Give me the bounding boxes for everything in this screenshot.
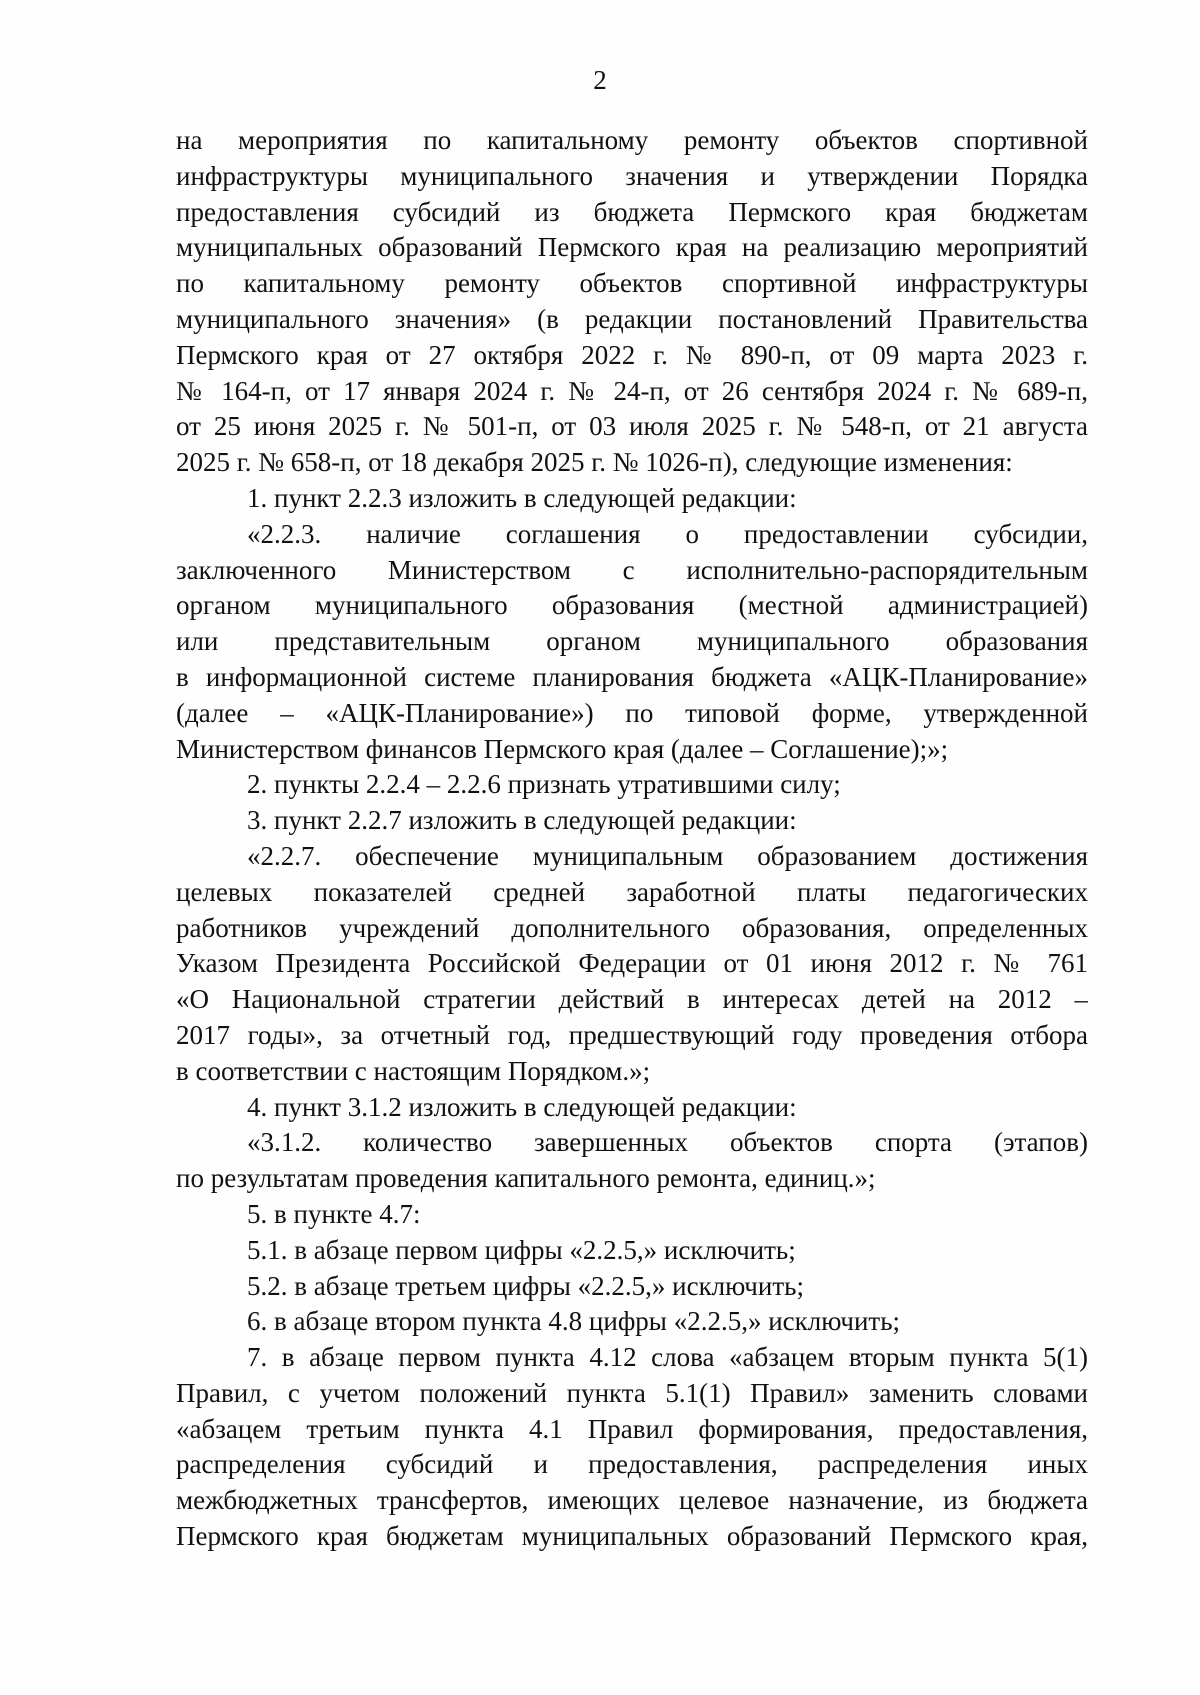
document-body <box>176 123 1088 1555</box>
text-line: целевых показателей средней заработной платы педагогических <box>176 876 1088 907</box>
text-line: «абзацем третьим пункта 4.1 Правил формирования, предоставления, <box>176 1413 1088 1444</box>
text-line: 1. пункт 2.2.3 изложить в следующей редакции: <box>247 482 797 513</box>
text-line: предоставления субсидий из бюджета Пермского края бюджетам <box>176 196 1088 227</box>
text-line: 4. пункт 3.1.2 изложить в следующей редакции: <box>247 1091 797 1122</box>
text-line: муниципального значения» (в редакции постановлений Правительства <box>176 303 1088 334</box>
text-line: «3.1.2. количество завершенных объектов спорта (этапов) <box>247 1127 1088 1158</box>
paragraph <box>176 803 1088 839</box>
text-line: 2017 годы», за отчетный год, предшествующий году проведения отбора <box>176 1019 1088 1050</box>
paragraph <box>176 1125 1088 1197</box>
paragraph <box>176 1197 1088 1233</box>
text-line: 5.2. в абзаце третьем цифры «2.2.5,» исключить; <box>247 1270 804 1301</box>
text-line: или представительным органом муниципального образования <box>176 626 1088 657</box>
paragraph <box>176 1340 1088 1555</box>
paragraph <box>176 839 1088 1090</box>
text-line: распределения субсидий и предоставления, распределения иных <box>176 1449 1088 1480</box>
text-line: 7. в абзаце первом пункта 4.12 слова «абзацем вторым пункта 5(1) <box>247 1342 1088 1373</box>
text-line: от 25 июня 2025 г. № 501-п, от 03 июля 2025 г. № 548-п, от 21 августа <box>176 411 1088 442</box>
text-line: 6. в абзаце втором пункта 4.8 цифры «2.2.5,» исключить; <box>247 1306 901 1337</box>
text-line: 2. пункты 2.2.4 – 2.2.6 признать утратившими силу; <box>247 769 841 800</box>
text-line: заключенного Министерством с исполнительно-распорядительным <box>176 554 1088 585</box>
text-line: № 164-п, от 17 января 2024 г. № 24-п, от 26 сентября 2024 г. № 689-п, <box>176 375 1088 406</box>
text-line: «2.2.3. наличие соглашения о предоставлении субсидии, <box>247 518 1088 549</box>
paragraph <box>176 1304 1088 1340</box>
text-line: 5. в пункте 4.7: <box>247 1198 421 1229</box>
page-number: 2 <box>593 65 607 95</box>
text-line: 3. пункт 2.2.7 изложить в следующей редакции: <box>247 805 797 836</box>
text-line: межбюджетных трансфертов, имеющих целевое назначение, из бюджета <box>176 1485 1088 1516</box>
paragraph <box>176 767 1088 803</box>
text-line: Указом Президента Российской Федерации от 01 июня 2012 г. № 761 <box>176 948 1088 979</box>
text-line: по капитальному ремонту объектов спортивной инфраструктуры <box>176 268 1088 299</box>
text-line: органом муниципального образования (местной администрацией) <box>176 590 1088 621</box>
paragraph <box>176 481 1088 517</box>
text-line: 5.1. в абзаце первом цифры «2.2.5,» исключить; <box>247 1234 796 1265</box>
text-line: Правил, с учетом положений пункта 5.1(1) Правил» заменить словами <box>176 1377 1088 1408</box>
paragraph <box>176 1269 1088 1305</box>
paragraph <box>176 1090 1088 1126</box>
text-line: в информационной системе планирования бюджета «АЦК-Планирование» <box>176 661 1088 692</box>
text-line: (далее – «АЦК-Планирование») по типовой форме, утвержденной <box>176 697 1088 728</box>
text-line: 2025 г. № 658-п, от 18 декабря 2025 г. № 1026-п), следующие изменения: <box>176 447 1013 478</box>
text-line: Пермского края от 27 октября 2022 г. № 890-п, от 09 марта 2023 г. <box>176 339 1088 370</box>
text-line: в соответствии с настоящим Порядком.»; <box>176 1055 651 1086</box>
text-line: муниципальных образований Пермского края на реализацию мероприятий <box>176 232 1088 263</box>
paragraph <box>176 517 1088 768</box>
text-line: на мероприятия по капитальному ремонту объектов спортивной <box>176 125 1088 155</box>
paragraph <box>176 1233 1088 1269</box>
text-line: «О Национальной стратегии действий в интересах детей на 2012 – <box>176 984 1088 1015</box>
text-line: инфраструктуры муниципального значения и утверждении Порядка <box>176 160 1088 191</box>
text-line: Пермского края бюджетам муниципальных образований Пермского края, <box>176 1521 1088 1552</box>
text-line: по результатам проведения капитального ремонта, единиц.»; <box>176 1163 876 1194</box>
text-line: «2.2.7. обеспечение муниципальным образованием достижения <box>247 840 1088 871</box>
text-line: Министерством финансов Пермского края (далее – Соглашение);»; <box>176 733 949 764</box>
paragraph <box>176 123 1088 481</box>
text-line: работников учреждений дополнительного образования, определенных <box>176 912 1088 943</box>
